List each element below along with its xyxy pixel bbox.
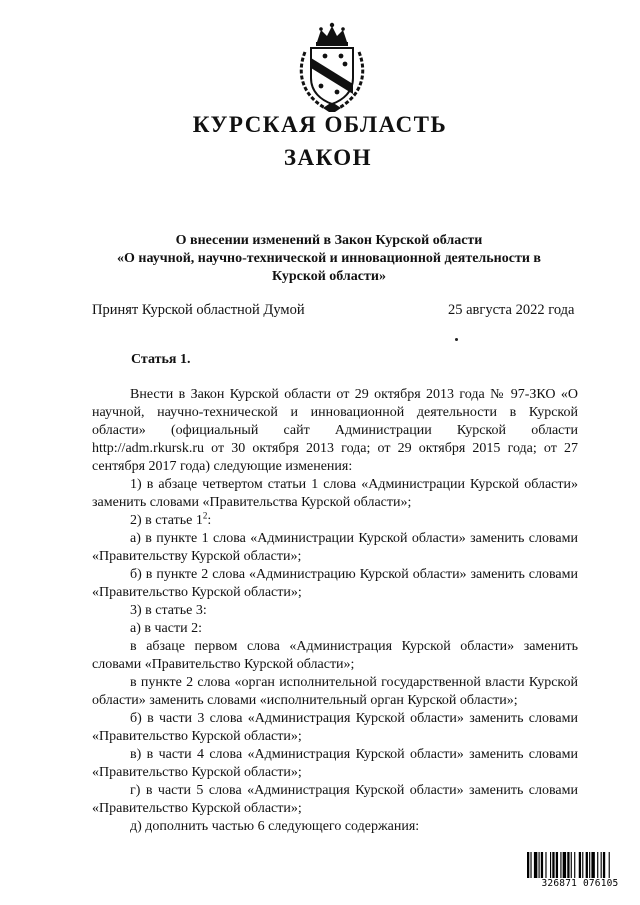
coat-of-arms-icon xyxy=(295,22,369,114)
paragraph: в) в части 4 слова «Администрация Курской области» заменить словами «Правительство Курской области»; xyxy=(92,747,578,780)
paragraph: а) в части 2: xyxy=(130,621,202,636)
barcode-number: 326871 076105 xyxy=(527,878,633,890)
document-type-title: ЗАКОН xyxy=(283,145,373,170)
document-heading xyxy=(90,232,568,286)
paragraph xyxy=(92,512,578,530)
scan-dot xyxy=(455,338,458,341)
paragraph: Внести в Закон Курской области от 29 октября 2013 года № 97-ЗКО «О научной, научно-технической и инновационной деятельности в Курской области» (официальный сайт Администрации Курской области http://adm.rkursk.ru от 30 октября 2013 года; от 29 октября 2015 года; от 27 сентября 2017 года) следующие изменения: xyxy=(92,387,578,474)
paragraph-text: 2) в статье 1 xyxy=(130,513,203,528)
paragraph-text: : xyxy=(207,513,212,528)
region-title: КУРСКАЯ ОБЛАСТЬ xyxy=(192,112,448,137)
paragraph: 3) в статье 3: xyxy=(130,603,207,618)
article-body xyxy=(92,386,578,836)
adoption-date: 25 августа 2022 года xyxy=(448,302,575,318)
paragraph: б) в пункте 2 слова «Администрацию Курской области» заменить словами «Правительство Курской области»; xyxy=(92,567,578,600)
paragraph: г) в части 5 слова «Администрация Курской области» заменить словами «Правительство Курской области»; xyxy=(92,783,578,816)
paragraph: а) в пункте 1 слова «Администрации Курской области» заменить словами «Правительству Курской области»; xyxy=(92,531,578,564)
paragraph: 1) в абзаце четвертом статьи 1 слова «Администрации Курской области» заменить словами «Правительства Курской области»; xyxy=(92,477,578,510)
superscript: 2 xyxy=(202,510,208,521)
adoption-body: Принят Курской областной Думой xyxy=(92,302,305,318)
paragraph: д) дополнить частью 6 следующего содержания: xyxy=(130,819,420,834)
paragraph: в абзаце первом слова «Администрация Курской области» заменить словами «Правительство Курской области»; xyxy=(92,639,578,672)
heading-line-2: «О научной, научно-технической и инновационной деятельности в Курской области» xyxy=(117,251,541,284)
paragraph: в пункте 2 слова «орган исполнительной государственной власти Курской области» заменить словами «исполнительный орган Курской области»; xyxy=(92,675,578,708)
paragraph: б) в части 3 слова «Администрация Курской области» заменить словами «Правительство Курской области»; xyxy=(92,711,578,744)
article-title: Статья 1. xyxy=(131,352,191,367)
heading-line-1: О внесении изменений в Закон Курской области xyxy=(175,233,483,248)
